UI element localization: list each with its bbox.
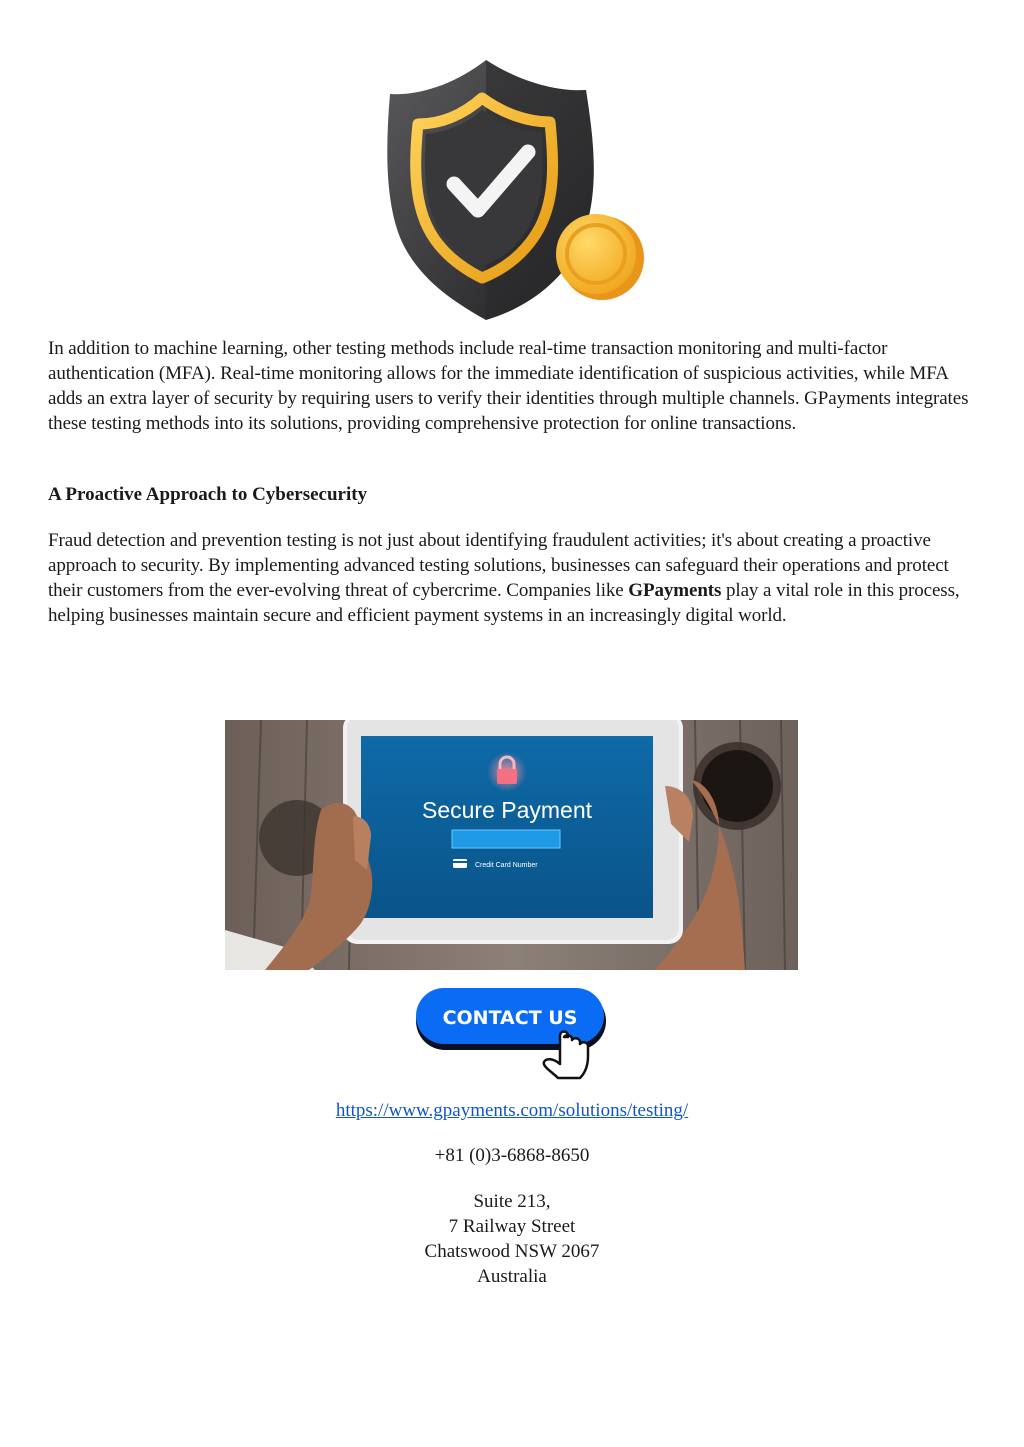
credit-card-icon xyxy=(453,859,467,868)
address-line-1: Suite 213, xyxy=(473,1191,551,1212)
shield-illustration xyxy=(380,52,650,324)
lock-icon xyxy=(487,752,527,792)
body-paragraph: In addition to machine learning, other testing methods include real-time transaction monitoring and multi-factor authentication (MFA). Real-time monitoring allows for the immediate identification of suspicious activities, while MFA adds an extra layer of security by requiring users to verify their identities through multiple channels. GPayments integrates these testing methods into its solutions, providing comprehensive protection for online transactions. xyxy=(48,338,969,434)
tablet-field-label: Credit Card Number xyxy=(475,862,538,869)
paragraph-text: Fraud detection and prevention testing is not just about identifying fraudulent activities; it's about creating a proactive approach to security. By implementing advanced testing solutions, businesses can safeguard their operations and protect their customers from the ever-evolving threat of cybercrime. Companies like xyxy=(48,530,949,601)
contact-us-label: CONTACT US xyxy=(442,1007,578,1029)
body-paragraph-proactive xyxy=(48,528,978,628)
tablet-screen-title: Secure Payment xyxy=(421,797,593,823)
website-link[interactable]: https://www.gpayments.com/solutions/testing/ xyxy=(335,1100,689,1121)
coin-icon xyxy=(556,214,644,300)
address-line-3: Chatswood NSW 2067 xyxy=(424,1241,600,1262)
address-line-4: Australia xyxy=(477,1266,547,1287)
contact-us-button[interactable] xyxy=(412,986,612,1082)
secure-payment-photo xyxy=(225,720,798,970)
phone-number: +81 (0)3-6868-8650 xyxy=(434,1145,590,1166)
shield-check-icon xyxy=(380,52,650,324)
paragraph-text: play a vital role in this process, helping businesses maintain secure and efficient payment systems in an increasingly digital world. xyxy=(48,580,960,626)
section-heading: A Proactive Approach to Cybersecurity xyxy=(48,484,368,505)
brand-name: GPayments xyxy=(628,580,722,601)
address-line-2: 7 Railway Street xyxy=(448,1216,576,1237)
